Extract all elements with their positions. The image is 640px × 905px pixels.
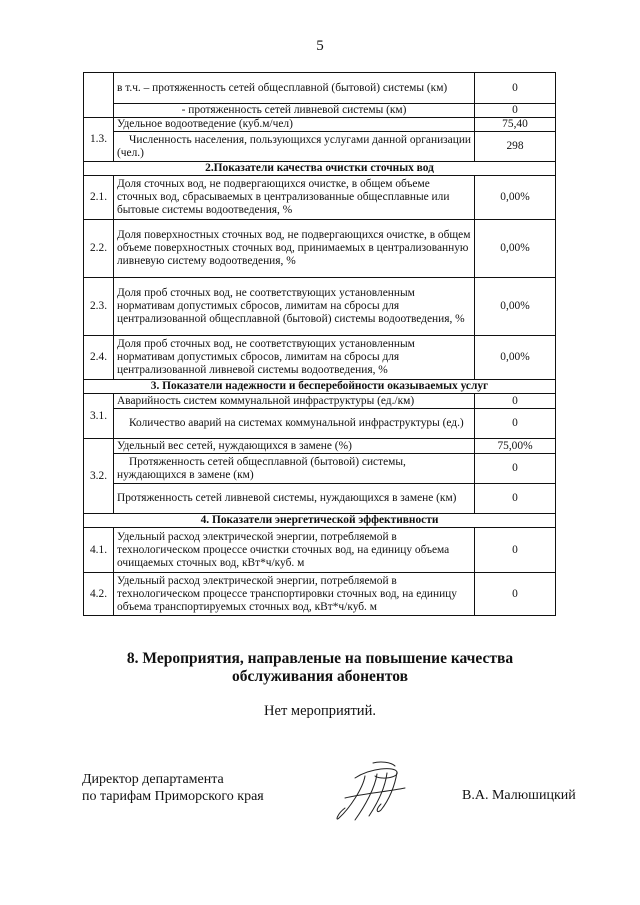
- row-number: 4.1.: [84, 528, 114, 573]
- page-number: 5: [316, 38, 324, 54]
- row-description: Удельный расход электрической энергии, потребляемой в технологическом процессе транспортировки сточных вод, на единицу объема транспортируемых сточных вод, кВт*ч/куб. м: [114, 573, 475, 616]
- row-value: 0,00%: [475, 278, 556, 336]
- no-measures-text: Нет мероприятий.: [264, 703, 376, 719]
- table-row: [84, 118, 556, 132]
- position-line-2: по тарифам Приморского края: [82, 789, 264, 804]
- row-description: в т.ч. – протяженность сетей общесплавной (бытовой) системы (км): [114, 73, 475, 104]
- section-title: 3. Показатели надежности и бесперебойности оказываемых услуг: [84, 380, 556, 394]
- row-number: 4.2.: [84, 573, 114, 616]
- section-8-title-line-2: обслуживания абонентов: [232, 668, 408, 685]
- row-value: 0,00%: [475, 176, 556, 220]
- indicators-table: [83, 72, 556, 616]
- row-description: Количество аварий на системах коммунальной инфраструктуры (ед.): [114, 409, 475, 439]
- row-value: 75,40: [475, 118, 556, 132]
- section-8-title-line-1: 8. Мероприятия, направленые на повышение качества: [126, 650, 514, 667]
- row-value: 0: [475, 528, 556, 573]
- table-row: [84, 132, 556, 162]
- table-row: [84, 484, 556, 514]
- table-row: [84, 278, 556, 336]
- table-row: [84, 454, 556, 484]
- table-row: [84, 336, 556, 380]
- row-value: 0: [475, 573, 556, 616]
- row-number: [84, 73, 114, 118]
- signatory-position: [82, 771, 264, 805]
- row-value: 0,00%: [475, 220, 556, 278]
- row-description: Удельное водоотведение (куб.м/чел): [114, 118, 475, 132]
- row-value: 0: [475, 394, 556, 409]
- row-value: 0: [475, 454, 556, 484]
- table-row: [84, 73, 556, 104]
- section-title: 4. Показатели энергетической эффективности: [84, 514, 556, 528]
- row-description: - протяженность сетей ливневой системы (км): [114, 104, 475, 118]
- section-header-row: [84, 380, 556, 394]
- position-line-1: Директор департамента: [82, 772, 224, 787]
- row-value: 0: [475, 73, 556, 104]
- row-description: Доля проб сточных вод, не соответствующих установленным нормативам допустимых сбросов, лимитам на сбросы для централизованной ливневой системы водоотведения, %: [114, 336, 475, 380]
- row-description: Удельный расход электрической энергии, потребляемой в технологическом процессе очистки сточных вод, на единицу объема очищаемых сточных вод, кВт*ч/куб. м: [114, 528, 475, 573]
- table-row: [84, 528, 556, 573]
- table-row: [84, 220, 556, 278]
- row-value: 0: [475, 484, 556, 514]
- row-number: 3.1.: [84, 394, 114, 439]
- row-description: Доля поверхностных сточных вод, не подвергающихся очистке, в общем объеме поверхностных сточных вод, принимаемых в централизованную ливневую систему водоотведения, %: [114, 220, 475, 278]
- table-row: [84, 176, 556, 220]
- row-value: 0: [475, 409, 556, 439]
- row-number: 2.4.: [84, 336, 114, 380]
- row-description: Численность населения, пользующихся услугами данной организации (чел.): [114, 132, 475, 162]
- section-header-row: [84, 162, 556, 176]
- section-header-row: [84, 514, 556, 528]
- row-description: Аварийность систем коммунальной инфраструктуры (ед./км): [114, 394, 475, 409]
- row-description: Доля сточных вод, не подвергающихся очистке, в общем объеме сточных вод, сбрасываемых в централизованные общесплавные или бытовые системы водоотведения, %: [114, 176, 475, 220]
- row-value: 75,00%: [475, 439, 556, 454]
- table-row: [84, 394, 556, 409]
- row-value: 0,00%: [475, 336, 556, 380]
- row-number: 2.1.: [84, 176, 114, 220]
- row-description: Протяженность сетей общесплавной (бытовой) системы, нуждающихся в замене (км): [114, 454, 475, 484]
- table-row: [84, 409, 556, 439]
- row-number: 2.2.: [84, 220, 114, 278]
- row-value: 0: [475, 104, 556, 118]
- row-description: Протяженность сетей ливневой системы, нуждающихся в замене (км): [114, 484, 475, 514]
- row-description: Удельный вес сетей, нуждающихся в замене (%): [114, 439, 475, 454]
- section-title: 2.Показатели качества очистки сточных вод: [84, 162, 556, 176]
- row-number: 1.3.: [84, 118, 114, 162]
- table-row: [84, 573, 556, 616]
- row-description: Доля проб сточных вод, не соответствующих установленным нормативам допустимых сбросов, лимитам на сбросы для централизованной общесплавной (бытовой) системы водоотведения, %: [114, 278, 475, 336]
- row-number: 3.2.: [84, 439, 114, 514]
- row-value: 298: [475, 132, 556, 162]
- handwritten-signature: [325, 758, 415, 828]
- table-row: [84, 104, 556, 118]
- section-8-heading: [0, 650, 640, 686]
- signatory-name: В.А. Малюшицкий: [462, 788, 576, 803]
- row-number: 2.3.: [84, 278, 114, 336]
- table-row: [84, 439, 556, 454]
